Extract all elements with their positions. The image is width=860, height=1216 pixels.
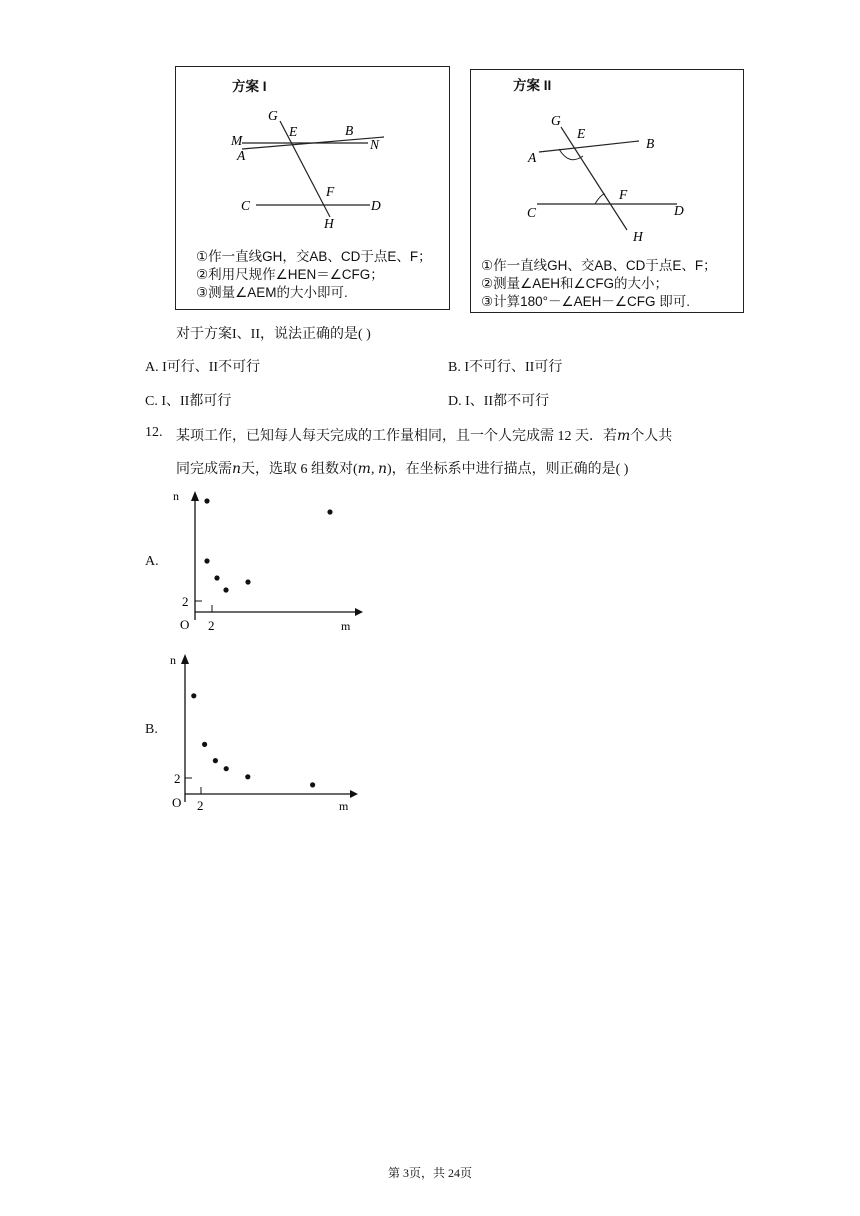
plan-2-label-B: B <box>646 136 655 151</box>
plan-2-box <box>470 69 744 313</box>
q11-stem: 对于方案I、II，说法正确的是( ) <box>176 327 371 342</box>
q12-option-b-label: B. <box>145 722 158 737</box>
chart-b-point-3 <box>213 758 218 763</box>
chart-a-y-tick: 2 <box>182 594 189 609</box>
q11-option-b: B. I不可行、II可行 <box>448 360 563 375</box>
chart-a-point-2 <box>204 558 209 563</box>
plan-2-step-1: ①作一直线GH、交AB、CD于点E、F； <box>481 258 717 273</box>
plan-2-label-E: E <box>577 126 586 141</box>
plan-2-title: 方案 II <box>513 78 552 93</box>
plan-2-step-3: ③计算180°－∠AEH－∠CFG 即可. <box>481 294 690 309</box>
option-b-scatter-chart <box>160 648 370 818</box>
chart-b-origin: O <box>172 795 182 810</box>
chart-a-point-3 <box>214 575 219 580</box>
plan-1-step-2: ②利用尺规作∠HEN＝∠CFG； <box>196 267 384 282</box>
plan-2-label-G: G <box>551 113 561 128</box>
q12-line-1: 某项工作，已知每人每天完成的工作量相同，且一个人完成需 12 天．若𝑚个人共 <box>176 429 673 444</box>
chart-a-point-6 <box>327 509 332 514</box>
plan-2-label-C: C <box>527 205 537 220</box>
chart-a-point-4 <box>223 587 228 592</box>
q11-option-a: A. I可行、II不可行 <box>145 360 261 375</box>
plan-1-label-H: H <box>324 216 334 231</box>
chart-a-origin: O <box>180 617 190 632</box>
chart-a-x-label: m <box>341 619 351 633</box>
chart-b-x-label: m <box>339 799 349 813</box>
q11-option-d: D. I、II都不可行 <box>448 394 550 409</box>
plan-2-label-H: H <box>633 229 643 244</box>
plan-1-title: 方案 I <box>232 79 267 94</box>
option-a-scatter-chart <box>160 485 370 635</box>
chart-a-point-5 <box>245 579 250 584</box>
plan-1-label-A: A <box>237 148 246 163</box>
plan-1-label-N: N <box>370 137 380 152</box>
chart-b-y-label: n <box>170 653 176 667</box>
chart-b-point-6 <box>310 782 315 787</box>
plan-1-label-F: F <box>326 184 335 199</box>
chart-a-x-tick: 2 <box>208 618 215 633</box>
chart-a-y-label: n <box>173 489 179 503</box>
chart-b-point-5 <box>245 774 250 779</box>
plan-2-diagram <box>471 70 743 250</box>
page-footer: 第 3页，共 24页 <box>387 1166 472 1180</box>
plan-1-label-D: D <box>371 198 381 213</box>
plan-1-step-1: ①作一直线GH，交AB、CD于点E、F； <box>196 249 432 264</box>
chart-a-point-1 <box>204 498 209 503</box>
chart-b-y-tick: 2 <box>174 771 181 786</box>
chart-b-point-2 <box>202 742 207 747</box>
q12-line-2: 同完成需𝑛天，选取 6 组数对(𝑚, 𝑛)，在坐标系中进行描点，则正确的是( ) <box>176 462 629 477</box>
plan-2-step-2: ②测量∠AEH和∠CFG的大小； <box>481 276 669 291</box>
plan-2-label-F: F <box>619 187 628 202</box>
plan-1-label-C: C <box>241 198 251 213</box>
plan-2-label-A: A <box>528 150 537 165</box>
chart-b-x-tick: 2 <box>197 798 204 813</box>
plan-1-box <box>175 66 450 310</box>
plan-1-diagram <box>176 67 449 247</box>
plan-1-label-B: B <box>345 123 354 138</box>
q11-option-c: C. I、II都可行 <box>145 394 232 409</box>
plan-1-step-3: ③测量∠AEM的大小即可. <box>196 285 348 300</box>
q12-option-a-label: A. <box>145 554 159 569</box>
plan-1-label-E: E <box>289 124 298 139</box>
chart-b-point-1 <box>191 693 196 698</box>
plan-2-label-D: D <box>674 203 684 218</box>
chart-b-point-4 <box>224 766 229 771</box>
q12-number: 12. <box>145 425 163 440</box>
plan-1-label-G: G <box>268 108 278 123</box>
plan-1-label-M: M <box>231 133 243 148</box>
